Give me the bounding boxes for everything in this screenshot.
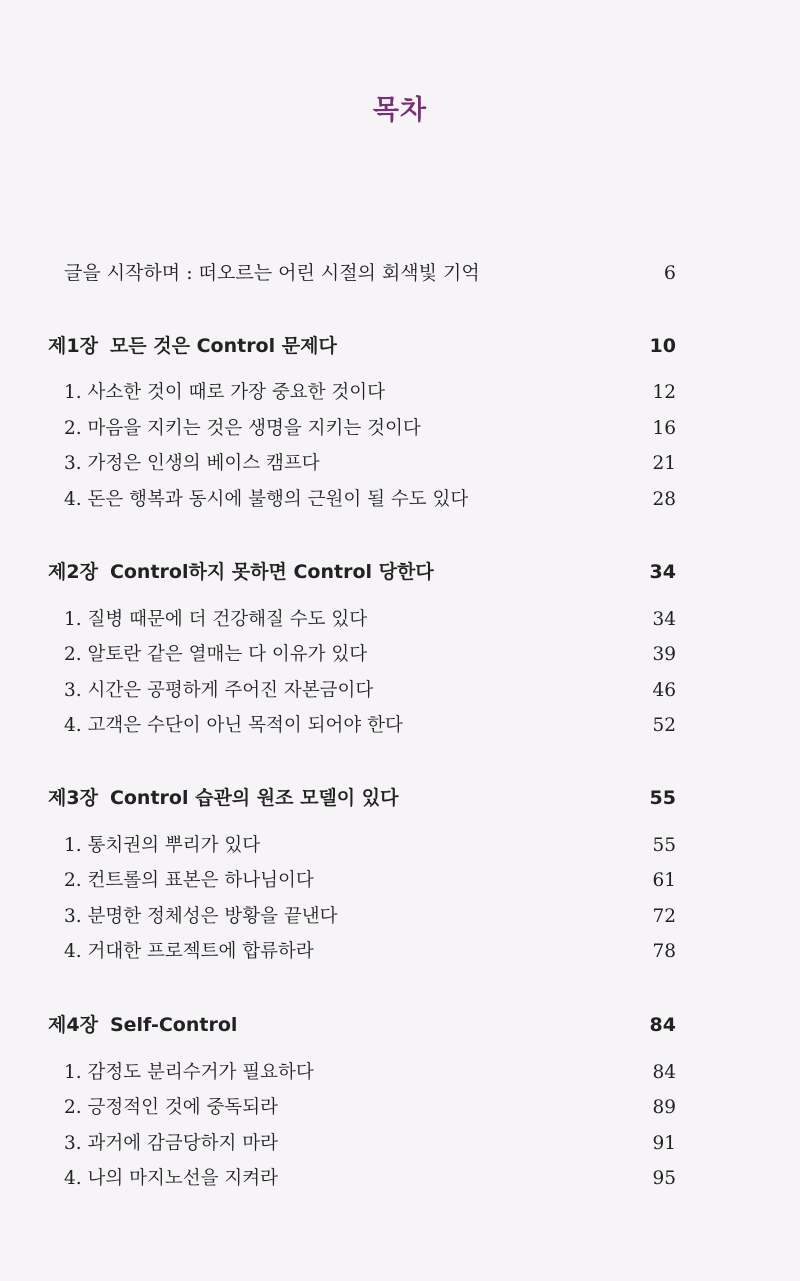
toc-intro-label: 글을 시작하며 : 떠오르는 어린 시절의 회색빛 기억 bbox=[64, 262, 480, 284]
section-label: 3. 가정은 인생의 베이스 캠프다 bbox=[64, 453, 320, 474]
section-page: 39 bbox=[652, 644, 676, 665]
page-title: 목차 bbox=[372, 95, 428, 126]
section-label: 1. 감정도 분리수거가 필요하다 bbox=[64, 1062, 314, 1083]
section-label: 3. 시간은 공평하게 주어진 자본금이다 bbox=[64, 680, 374, 701]
section-label: 4. 고객은 수단이 아닌 목적이 되어야 한다 bbox=[64, 715, 403, 736]
section-page: 34 bbox=[652, 609, 676, 630]
toc-section bbox=[0, 711, 800, 741]
toc-section bbox=[0, 605, 800, 635]
toc-chapter-1 bbox=[0, 331, 800, 361]
toc-section bbox=[0, 902, 800, 932]
section-page: 72 bbox=[652, 906, 676, 927]
section-label: 1. 통치권의 뿌리가 있다 bbox=[64, 835, 261, 856]
toc-chapter-3 bbox=[0, 783, 800, 813]
toc-section bbox=[0, 1164, 800, 1194]
chapter-page: 84 bbox=[649, 1014, 676, 1036]
toc-section bbox=[0, 937, 800, 967]
chapter-page: 34 bbox=[649, 561, 676, 583]
section-label: 2. 알토란 같은 열매는 다 이유가 있다 bbox=[64, 644, 368, 665]
section-page: 55 bbox=[652, 835, 676, 856]
chapter-number: 제1장 bbox=[48, 335, 98, 357]
chapter-page: 10 bbox=[649, 335, 676, 357]
toc-section bbox=[0, 485, 800, 515]
section-page: 84 bbox=[652, 1062, 676, 1083]
section-page: 91 bbox=[652, 1133, 676, 1154]
toc-intro bbox=[0, 258, 800, 288]
toc-section bbox=[0, 866, 800, 896]
section-label: 4. 나의 마지노선을 지켜라 bbox=[64, 1168, 279, 1189]
section-page: 12 bbox=[652, 382, 676, 403]
toc-section bbox=[0, 449, 800, 479]
section-page: 28 bbox=[652, 489, 676, 510]
chapter-name: Control 습관의 원조 모델이 있다 bbox=[109, 787, 399, 809]
chapter-page: 55 bbox=[649, 787, 676, 809]
toc-intro-page: 6 bbox=[663, 262, 676, 284]
toc-section bbox=[0, 414, 800, 444]
section-label: 2. 컨트롤의 표본은 하나님이다 bbox=[64, 870, 314, 891]
chapter-title bbox=[48, 1010, 237, 1040]
section-page: 61 bbox=[652, 870, 676, 891]
section-label: 2. 긍정적인 것에 중독되라 bbox=[64, 1097, 279, 1118]
toc-section bbox=[0, 676, 800, 706]
toc-section bbox=[0, 640, 800, 670]
chapter-name: Control하지 못하면 Control 당한다 bbox=[109, 561, 434, 583]
chapter-name: Self-Control bbox=[109, 1014, 238, 1036]
section-label: 4. 거대한 프로젝트에 합류하라 bbox=[64, 941, 314, 962]
section-label: 4. 돈은 행복과 동시에 불행의 근원이 될 수도 있다 bbox=[64, 489, 469, 510]
toc-section bbox=[0, 1129, 800, 1159]
chapter-name: 모든 것은 Control 문제다 bbox=[109, 335, 337, 357]
section-label: 2. 마음을 지키는 것은 생명을 지키는 것이다 bbox=[64, 418, 421, 439]
toc-section bbox=[0, 378, 800, 408]
chapter-number: 제3장 bbox=[48, 787, 98, 809]
section-page: 16 bbox=[652, 418, 676, 439]
section-page: 78 bbox=[652, 941, 676, 962]
section-page: 52 bbox=[652, 715, 676, 736]
chapter-title bbox=[48, 331, 337, 361]
chapter-number: 제4장 bbox=[48, 1014, 98, 1036]
section-page: 95 bbox=[652, 1168, 676, 1189]
section-label: 1. 사소한 것이 때로 가장 중요한 것이다 bbox=[64, 382, 386, 403]
chapter-title bbox=[48, 557, 434, 587]
toc-section bbox=[0, 1093, 800, 1123]
chapter-title bbox=[48, 783, 398, 813]
toc-section bbox=[0, 1058, 800, 1088]
section-page: 89 bbox=[652, 1097, 676, 1118]
toc-section bbox=[0, 831, 800, 861]
section-page: 21 bbox=[652, 453, 676, 474]
toc-chapter-2 bbox=[0, 557, 800, 587]
section-label: 3. 분명한 정체성은 방황을 끝낸다 bbox=[64, 906, 338, 927]
section-label: 3. 과거에 감금당하지 마라 bbox=[64, 1133, 279, 1154]
section-label: 1. 질병 때문에 더 건강해질 수도 있다 bbox=[64, 609, 368, 630]
section-page: 46 bbox=[652, 680, 676, 701]
toc-chapter-4 bbox=[0, 1010, 800, 1040]
chapter-number: 제2장 bbox=[48, 561, 98, 583]
